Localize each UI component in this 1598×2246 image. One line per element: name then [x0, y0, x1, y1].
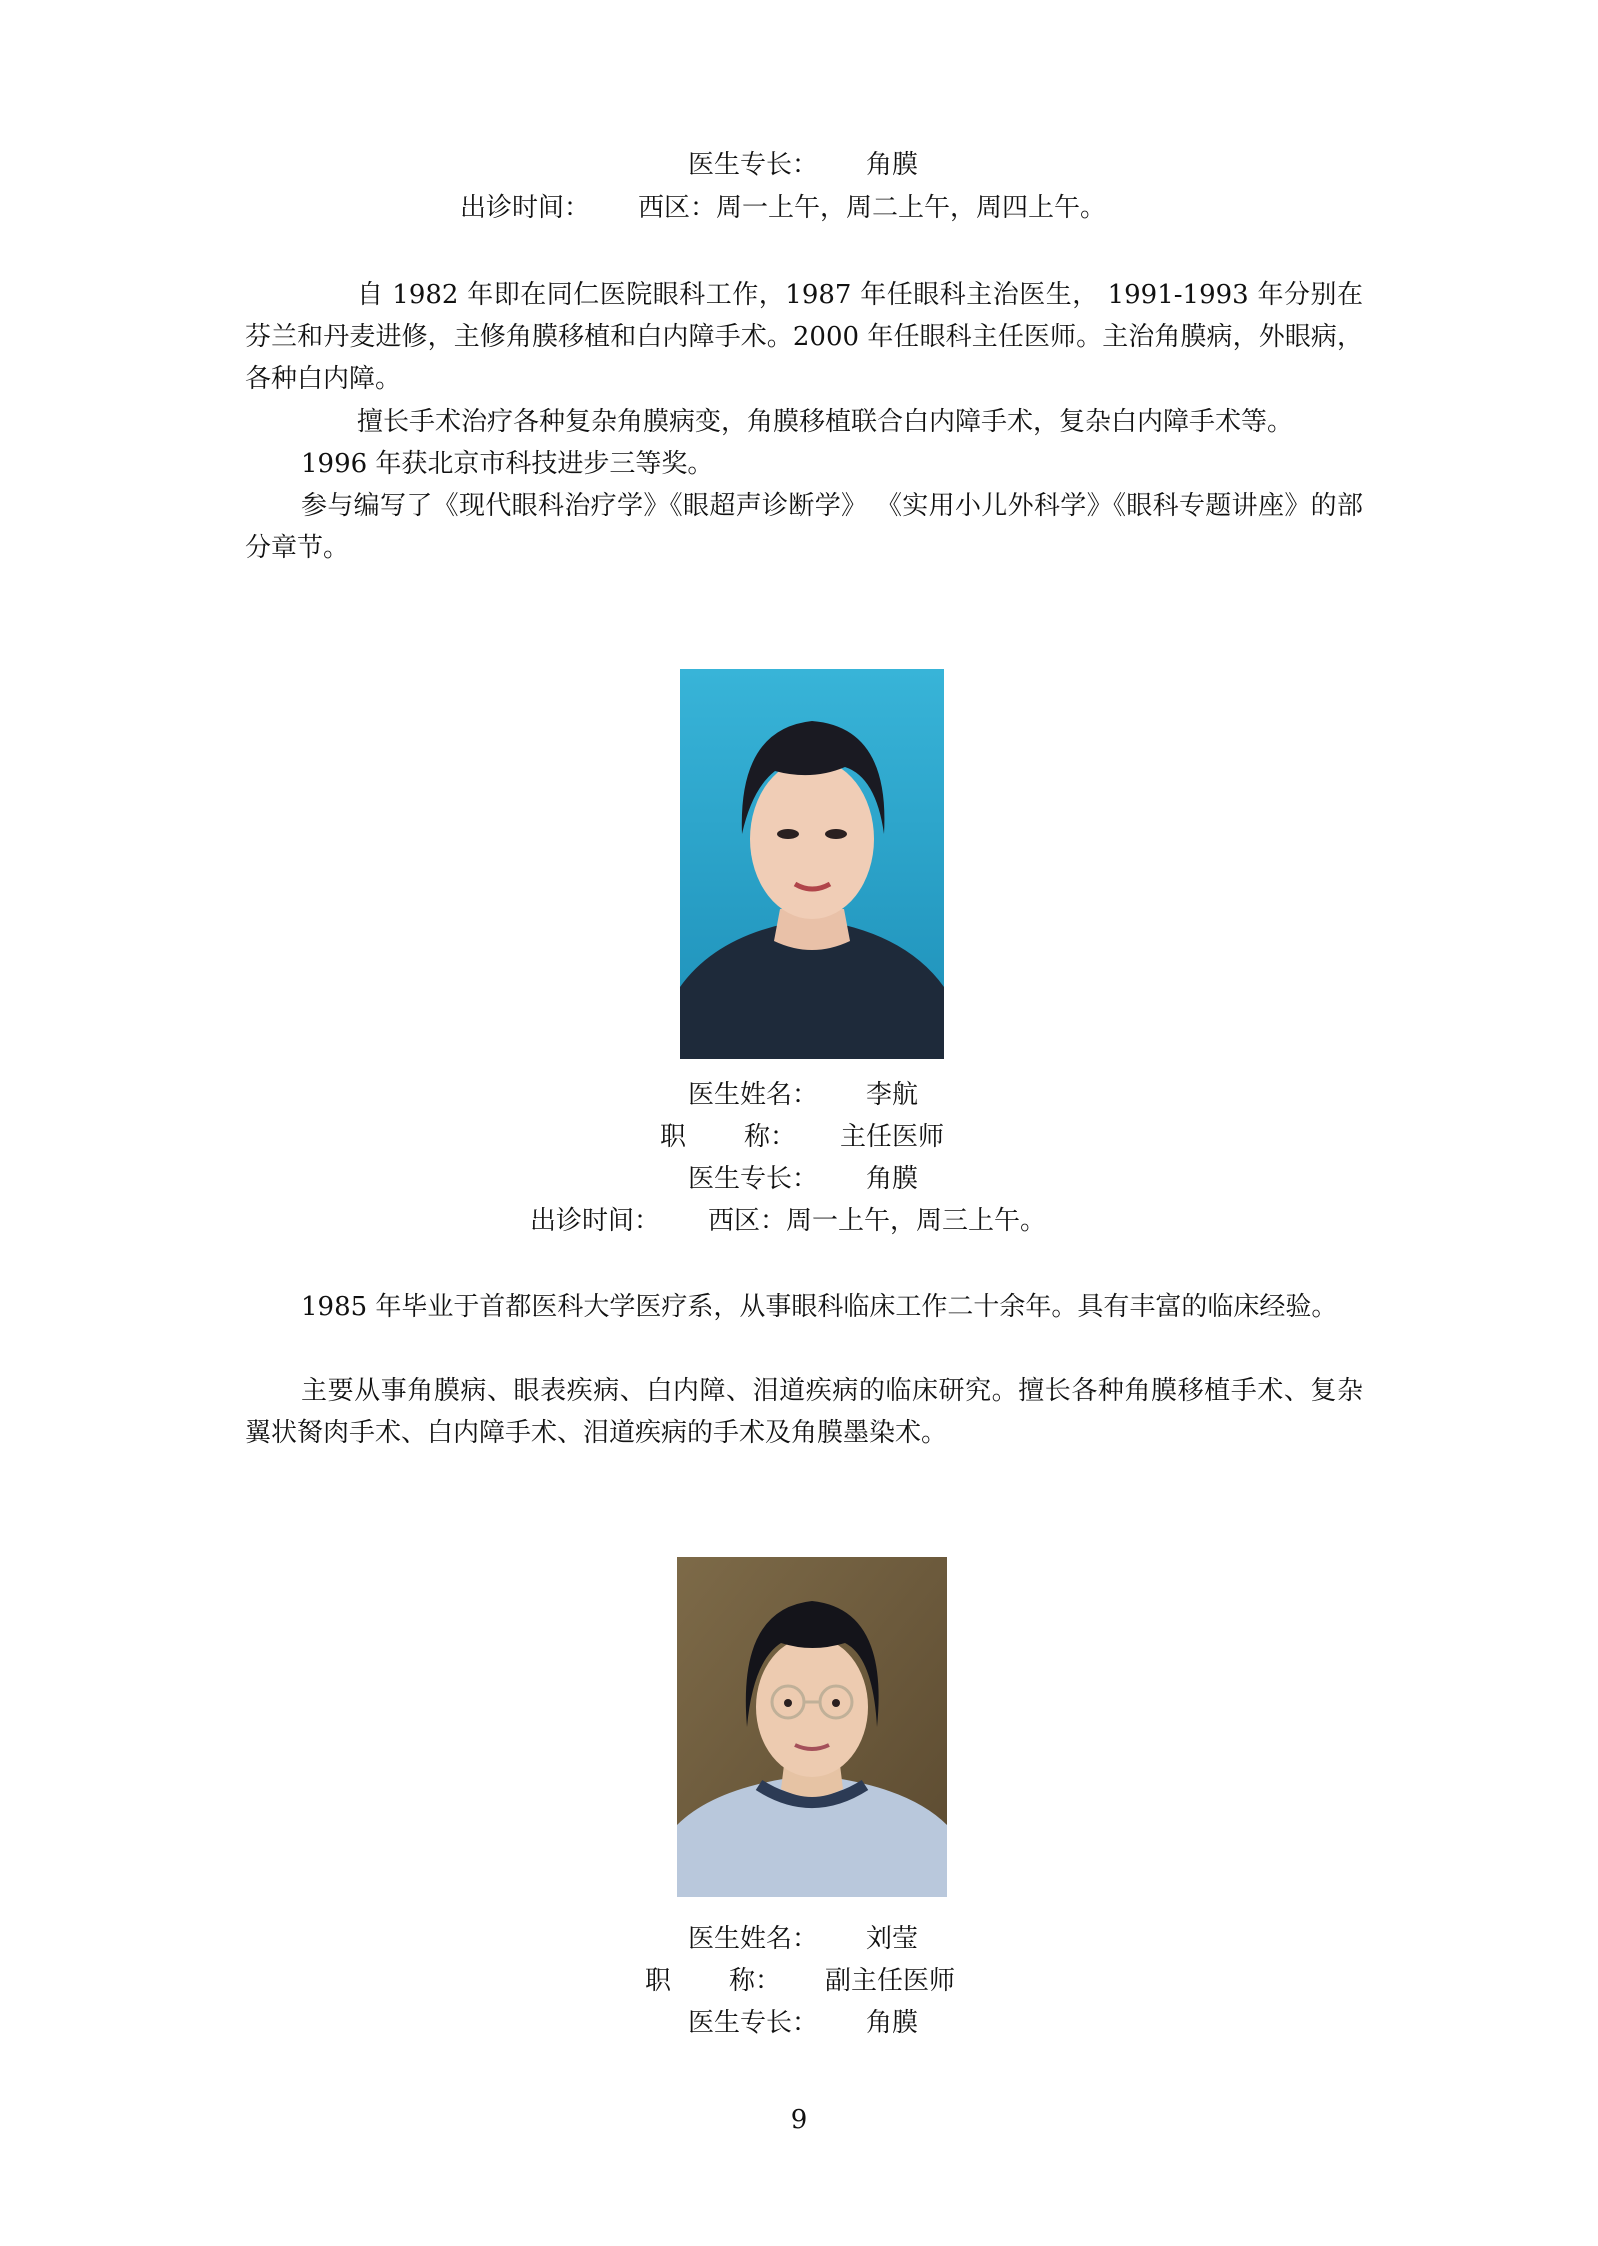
specialty-label: 医生专长： [688, 150, 819, 180]
doc2-hours-row [530, 1206, 1046, 1236]
title-value: 副主任医师 [825, 1966, 956, 1996]
name-label: 医生姓名： [688, 1080, 819, 1110]
name-value: 李航 [866, 1080, 919, 1110]
title-label-char-1: 职 [660, 1122, 687, 1152]
specialty-value: 角膜 [866, 150, 919, 180]
bio1-paragraph-4: 参与编写了《现代眼科治疗学》《眼超声诊断学》 《实用小儿外科学》《眼科专题讲座》的部分章节。 [245, 491, 1363, 563]
doctor-photo-liu-ying [677, 1557, 947, 1897]
title-label-char-2: 称： [729, 1966, 782, 1996]
doc3-specialty-row [688, 2008, 918, 2038]
bio1-paragraph-3: 1996 年获北京市科技进步三等奖。 [301, 449, 714, 479]
doc2-name-row [688, 1080, 918, 1110]
bio1-paragraph-1: 自 1982 年即在同仁医院眼科工作，1987 年任眼科主治医生， 1991-1993 年分别在芬兰和丹麦进修，主修角膜移植和白内障手术。2000 年任眼科主任医师。主治角膜病，外眼病，各种白内障。 [245, 280, 1363, 394]
doctor-photo-li-hang [680, 669, 944, 1059]
name-value: 刘莹 [866, 1924, 919, 1954]
specialty-label: 医生专长： [688, 1164, 819, 1194]
bio2-paragraph-1: 1985 年毕业于首都医科大学医疗系，从事眼科临床工作二十余年。具有丰富的临床经验。 [301, 1292, 1338, 1322]
doc2-specialty-row [688, 1164, 918, 1194]
doc3-title-row [645, 1966, 955, 1996]
title-value: 主任医师 [840, 1122, 945, 1152]
portrait-image [677, 1557, 947, 1897]
page-number: 9 [790, 2105, 808, 2135]
title-label-char-1: 职 [645, 1966, 672, 1996]
specialty-label: 医生专长： [688, 2008, 819, 2038]
title-label-char-2: 称： [744, 1122, 797, 1152]
specialty-value: 角膜 [866, 1164, 919, 1194]
hours-label: 出诊时间： [530, 1206, 661, 1236]
doc1-hours-row [460, 193, 1106, 223]
hours-value: 西区：周一上午，周二上午，周四上午。 [638, 193, 1107, 223]
doc1-specialty-row [688, 150, 918, 180]
specialty-value: 角膜 [866, 2008, 919, 2038]
bio1-paragraph-2: 擅长手术治疗各种复杂角膜病变，角膜移植联合白内障手术，复杂白内障手术等。 [357, 407, 1294, 437]
name-label: 医生姓名： [688, 1924, 819, 1954]
bio2-paragraph-2: 主要从事角膜病、眼表疾病、白内障、泪道疾病的临床研究。擅长各种角膜移植手术、复杂翼状胬肉手术、白内障手术、泪道疾病的手术及角膜墨染术。 [245, 1376, 1363, 1448]
doc3-name-row [688, 1924, 918, 1954]
hours-value: 西区：周一上午，周三上午。 [708, 1206, 1047, 1236]
doc2-title-row [660, 1122, 944, 1152]
hours-label: 出诊时间： [460, 193, 591, 223]
portrait-image [680, 669, 944, 1059]
